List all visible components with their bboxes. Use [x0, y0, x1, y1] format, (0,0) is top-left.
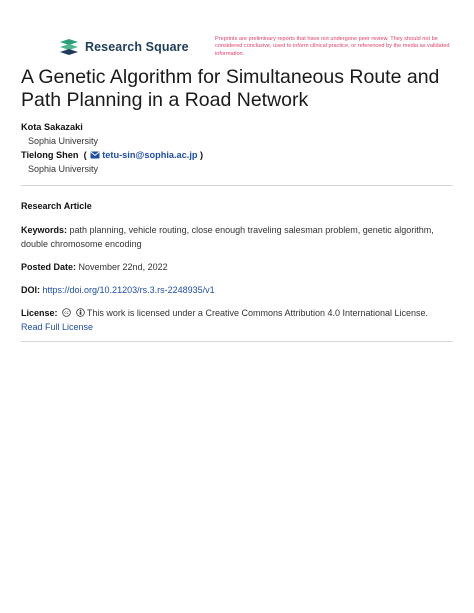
license-value: This work is licensed under a Creative Commons Attribution 4.0 International License.	[86, 308, 429, 318]
doi	[21, 283, 453, 297]
posted-date-value: November 22nd, 2022	[78, 262, 168, 272]
author-name: Tielong Shen	[21, 150, 79, 160]
posted-date	[21, 260, 453, 274]
research-square-logo-icon	[58, 38, 80, 56]
divider	[21, 185, 453, 186]
license	[21, 306, 453, 334]
read-full-license-link[interactable]: Read Full License	[21, 322, 94, 332]
keywords-label: Keywords:	[21, 225, 68, 235]
doi-label: DOI:	[21, 285, 40, 295]
svg-text:cc: cc	[64, 310, 69, 316]
doi-link[interactable]: https://doi.org/10.21203/rs.3.rs-2248935/v1	[42, 285, 215, 295]
divider	[21, 341, 453, 342]
license-label: License:	[21, 308, 58, 318]
preprint-disclaimer: Preprints are preliminary reports that have not undergone peer review. They should not be considered conclusive, used to inform clinical practice, or referenced by the media as validated information.	[215, 36, 450, 57]
research-square-logo[interactable]	[58, 38, 189, 56]
author-affiliation: Sophia University	[28, 136, 99, 146]
author-name: Kota Sakazaki	[21, 122, 83, 132]
attribution-icon	[76, 308, 85, 317]
author-email-wrapper: ( tetu-sin@sophia.ac.jp )	[81, 150, 204, 160]
author-email-link[interactable]: tetu-sin@sophia.ac.jp	[102, 150, 198, 160]
author-affiliation: Sophia University	[28, 164, 99, 174]
keywords	[21, 223, 453, 251]
envelope-icon	[90, 151, 100, 159]
posted-date-label: Posted Date:	[21, 262, 77, 272]
author-name-corresponding	[21, 150, 203, 160]
brand-name: Research Square	[85, 40, 189, 54]
paper-title: A Genetic Algorithm for Simultaneous Route and Path Planning in a Road Network	[21, 66, 440, 111]
keywords-value: path planning, vehicle routing, close enough traveling salesman problem, genetic algorithm, double chromosome encoding	[21, 225, 434, 249]
creative-commons-icon	[62, 308, 71, 317]
article-type: Research Article	[21, 201, 92, 211]
